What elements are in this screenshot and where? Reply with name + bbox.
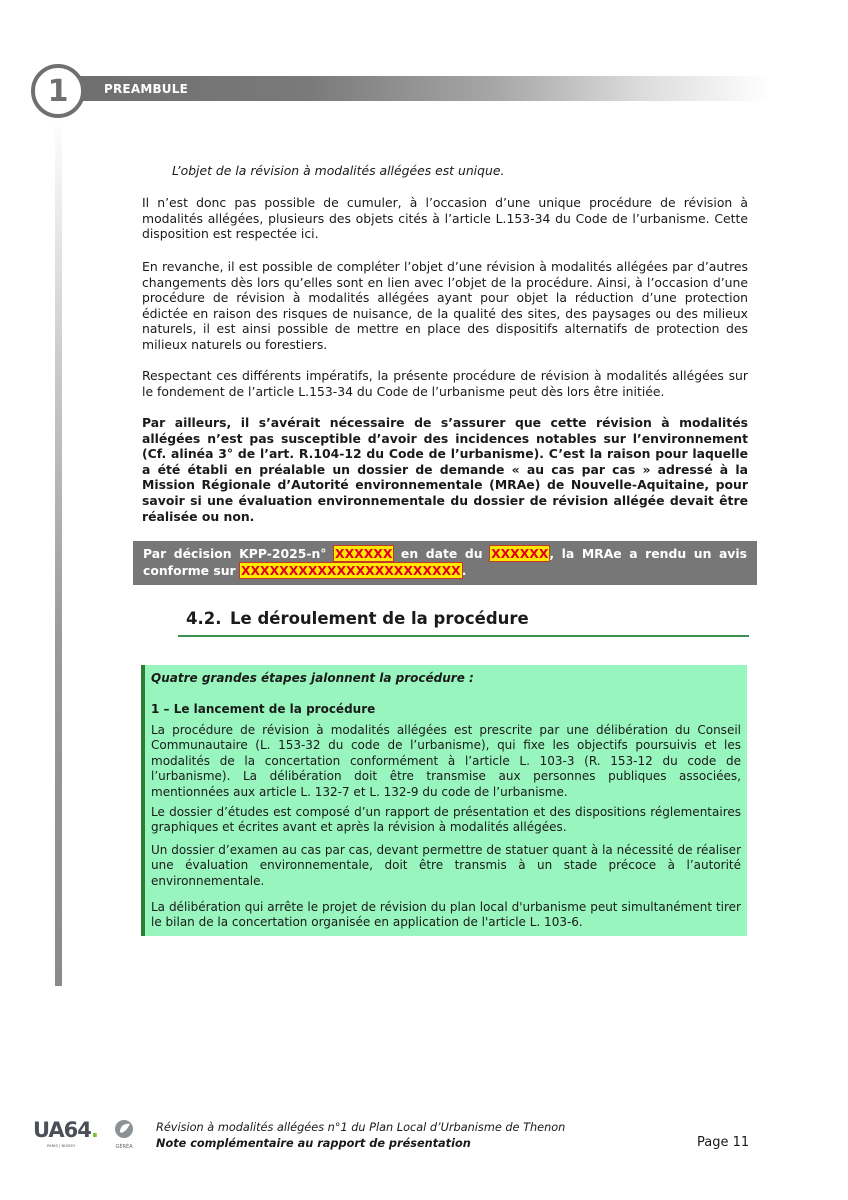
ua64-logo (33, 1118, 103, 1152)
footer-document-title: Révision à modalités allégées n°1 du Plan Local d’Urbanisme de Thenon (156, 1121, 566, 1134)
step-1-title: 1 – Le lancement de la procédure (151, 702, 376, 716)
section-number: 4.2. (186, 609, 222, 628)
ua64-logo-dot: . (90, 1118, 98, 1142)
steps-heading: Quatre grandes étapes jalonnent la procédure : (151, 671, 474, 685)
decision-number-placeholder: XXXXXX (335, 546, 393, 561)
paragraph-1: Il n’est donc pas possible de cumuler, à l’occasion d’une unique procédure de révision à modalités allégées, plusieurs des objets cités à l’article L.153-34 du Code de l’urbanisme. Cette disposition est respectée ici. (142, 195, 748, 242)
lead-statement: L’objet de la révision à modalités allégées est unique. (172, 163, 505, 178)
page-number: Page 11 (697, 1135, 750, 1150)
left-margin-rule (55, 118, 62, 986)
gerea-leaf-icon (111, 1118, 137, 1152)
paragraph-3: Respectant ces différents impératifs, la présente procédure de révision à modalités allégées sur le fondement de l’article L.153-34 du Code de l’urbanisme peut dès lors être initiée. (142, 368, 748, 399)
footer-document-subtitle: Note complémentaire au rapport de présentation (156, 1137, 471, 1150)
step-1-paragraph-4: La délibération qui arrête le projet de révision du plan local d'urbanisme peut simultanément tirer le bilan de la concertation organisée en application de l'article L. 103-6. (151, 900, 741, 930)
ua64-logo-text: UA64 (33, 1118, 91, 1142)
decision-prefix: Par décision KPP-2025-n° (143, 546, 335, 561)
decision-suffix: , la MRAe a rendu un avis conforme sur (143, 546, 748, 578)
ua64-logo-subtext: PARIS | BOISSY (47, 1143, 76, 1148)
section-heading (186, 609, 529, 628)
section-title: Le déroulement de la procédure (230, 609, 529, 628)
section-underline (178, 635, 749, 637)
chapter-number-badge: 1 (31, 64, 85, 118)
decision-end: . (461, 563, 467, 578)
step-1-paragraph-2: Le dossier d’études est composé d’un rapport de présentation et des dispositions réglementaires graphiques et écrites avant et après la révision à modalités allégées. (151, 805, 741, 835)
step-1-paragraph-3: Un dossier d’examen au cas par cas, devant permettre de statuer quant à la nécessité de réaliser une évaluation environnementale, doit être transmis à un stade précoce à l’autorité environnementale. (151, 843, 741, 888)
gerea-text: GÉRÉA (115, 1144, 133, 1150)
chapter-title: PREAMBULE (104, 82, 188, 96)
decision-date-placeholder: XXXXXX (491, 546, 549, 561)
step-1-paragraph-1: La procédure de révision à modalités allégées est prescrite par une délibération du Conseil Communautaire (L. 153-32 du code de l’urbanisme), qui fixe les objectifs poursuivis et les modalités de la concertation conformément à l’article L. 103-3 (R. 153-12 du code de l’urbanisme). La délibération doit être transmise aux personnes publiques associées, mentionnées aux article L. 132-7 et L. 132-9 du code de l’urbanisme. (151, 723, 741, 799)
decision-middle: en date du (393, 546, 491, 561)
paragraph-4: Par ailleurs, il s’avérait nécessaire de s’assurer que cette révision à modalités allégées n’est pas susceptible d’avoir des incidences notables sur l’environnement (Cf. alinéa 3° de l’art. R.104-12 du Code de l’urbanisme). C’est la raison pour laquelle a été établi en préalable un dossier de demande « au cas par cas » adressé à la Mission Régionale d’Autorité environnementale (MRAe) de Nouvelle-Aquitaine, pour savoir si une évaluation environnementale du dossier de révision allégée devait être réalisée ou non. (142, 415, 748, 524)
paragraph-2: En revanche, il est possible de compléter l’objet d’une révision à modalités allégées par d’autres changements dès lors qu’elles sont en lien avec l’objet de la procédure. Ainsi, à l’occasion d’une procédure de révision à modalités allégées ayant pour objet la réduction d’une protection édictée en raison des risques de nuisance, de la qualité des sites, des paysages ou des milieux naturels, il est ainsi possible de mettre en place des dispositifs alternatifs de protection des milieux naturels ou forestiers. (142, 259, 748, 352)
decision-subject-placeholder: XXXXXXXXXXXXXXXXXXXXXXX (240, 563, 461, 578)
gerea-logo (111, 1118, 137, 1152)
decision-box (133, 541, 757, 585)
